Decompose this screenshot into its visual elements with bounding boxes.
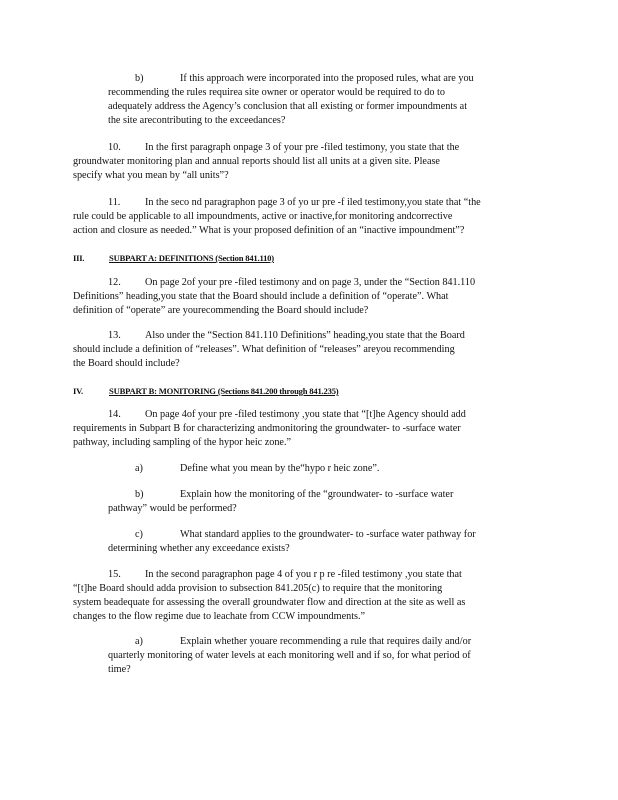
question-number: 14. [108, 409, 121, 420]
paragraph-line: Definitions” heading,you state that the Board should include a definition of “operate”. What [73, 291, 449, 302]
paragraph-line: recommending the rules requirea site owner or operator would be required to do to [108, 87, 445, 98]
paragraph-line: Define what you mean by the“hypo r heic zone”. [180, 463, 380, 474]
paragraph-line: What standard applies to the groundwater- to -surface water pathway for [180, 529, 476, 540]
paragraph-line: specify what you mean by “all units”? [73, 170, 229, 181]
item-marker: b) [135, 489, 144, 500]
paragraph-line: action and closure as needed.” What is your proposed definition of an “inactive impoundment”? [73, 225, 465, 236]
paragraph-line: changes to the flow regime due to leachate from CCW impoundments.” [73, 611, 366, 622]
paragraph-line: system beadequate for assessing the overall groundwater flow and direction at the site as well as [73, 597, 466, 608]
paragraph-line: On page 4of your pre -filed testimony ,you state that “[t]he Agency should add [145, 409, 466, 420]
paragraph-line: should include a definition of “releases”. What definition of “releases” areyou recommending [73, 344, 455, 355]
paragraph-line: Also under the “Section 841.110 Definitions” heading,you state that the Board [145, 330, 465, 341]
paragraph-line: Explain how the monitoring of the “groundwater- to -surface water [180, 489, 454, 500]
paragraph-line: time? [108, 664, 131, 675]
section-heading-iii [73, 251, 274, 265]
section-title: SUBPART A: DEFINITIONS (Section 841.110) [109, 253, 274, 263]
question-number: 11. [108, 197, 121, 208]
item-marker: a) [135, 636, 143, 647]
paragraph-line: In the first paragraph onpage 3 of your pre -filed testimony, you state that the [145, 142, 460, 153]
paragraph-line: requirements in Subpart B for characterizing andmonitoring the groundwater- to -surface water [73, 423, 461, 434]
question-number: 10. [108, 142, 121, 153]
paragraph-line: pathway, including sampling of the hypor heic zone.” [73, 437, 292, 448]
paragraph-line: If this approach were incorporated into the proposed rules, what are you [180, 73, 474, 84]
question-number: 15. [108, 569, 121, 580]
paragraph-line: rule could be applicable to all impoundments, active or inactive,for monitoring andcorrective [73, 211, 453, 222]
paragraph-line: adequately address the Agency’s conclusion that all existing or former impoundments at [108, 101, 468, 112]
section-title: SUBPART B: MONITORING (Sections 841.200 through 841.235) [109, 386, 339, 396]
paragraph-line: the Board should include? [73, 358, 180, 369]
section-heading-iv [73, 384, 338, 398]
paragraph-line: definition of “operate” are yourecommending the Board should include? [73, 305, 369, 316]
item-marker: a) [135, 463, 143, 474]
paragraph-line: pathway” would be performed? [108, 503, 237, 514]
question-number: 13. [108, 330, 121, 341]
section-number: III. [73, 253, 85, 263]
item-marker: c) [135, 529, 143, 540]
section-number: IV. [73, 386, 83, 396]
item-marker: b) [135, 73, 144, 84]
paragraph-line: In the seco nd paragraphon page 3 of yo ur pre -f iled testimony,you state that “the [145, 197, 481, 208]
paragraph-line: In the second paragraphon page 4 of you r p re -filed testimony ,you state that [145, 569, 462, 580]
paragraph-line: groundwater monitoring plan and annual reports should list all units at a given site. Please [73, 156, 440, 167]
paragraph-line: On page 2of your pre -filed testimony and on page 3, under the “Section 841.110 [145, 277, 476, 288]
question-number: 12. [108, 277, 121, 288]
paragraph-line: quarterly monitoring of water levels at each monitoring well and if so, for what period of [108, 650, 471, 661]
paragraph-line: the site arecontributing to the exceedances? [108, 115, 286, 126]
paragraph-line: Explain whether youare recommending a rule that requires daily and/or [180, 636, 472, 647]
paragraph-line: “[t]he Board should adda provision to subsection 841.205(c) to require that the monitoring [73, 583, 443, 594]
paragraph-line: determining whether any exceedance exists? [108, 543, 290, 554]
